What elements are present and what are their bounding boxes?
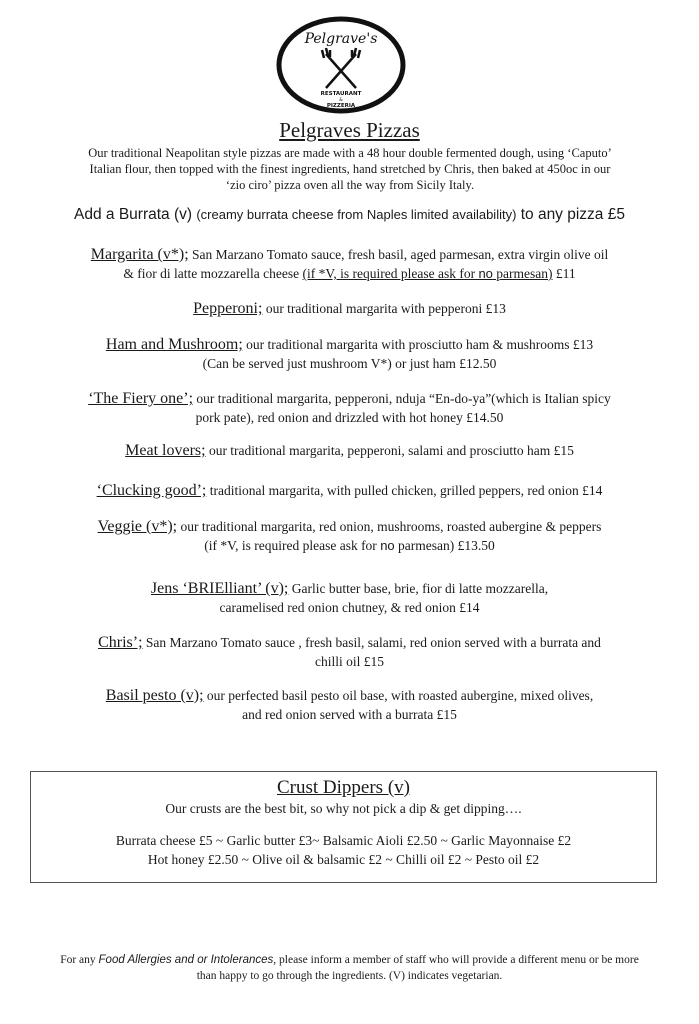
footer-post: , please inform a member of staff who will provide a different menu or be more than happy to go through the ingredients. (V) indicates vegetarian.: [196, 954, 639, 982]
pizza-name: Chris’;: [98, 634, 143, 651]
pizza-name: Basil pesto (v);: [105, 687, 204, 704]
burrata-lead: Add a Burrata (v): [74, 206, 197, 223]
pizza-desc: our perfected basil pesto oil base, with roasted aubergine, mixed olives,: [203, 688, 594, 703]
pizza-desc: traditional margarita, with pulled chicken, grilled peppers, red onion £14: [206, 483, 603, 498]
dippers-title: Crust Dippers (v): [277, 777, 410, 798]
pizza-jens-brielliant: [60, 579, 639, 617]
logo-script: Pelgrave's: [304, 31, 378, 47]
pizza-note-no: no: [380, 538, 395, 553]
logo-amp: &: [339, 98, 343, 103]
pizza-name: Jens ‘BRIElliant’ (v);: [150, 580, 289, 597]
allergy-footer: [60, 952, 639, 984]
pizza-chris: [60, 633, 639, 671]
pizza-clucking-good: [60, 481, 639, 500]
pizza-desc-2b: parmesan) £13.50: [394, 538, 495, 553]
pizza-desc-2a: (if *V, is required please ask for: [204, 538, 381, 553]
footer-emphasis: Food Allergies and or Intolerances: [98, 954, 274, 966]
pizza-name: Margarita (v*);: [90, 246, 189, 263]
dippers-line-1: Burrata cheese £5 ~ Garlic butter £3~ Balsamic Aioli £2.50 ~ Garlic Mayonnaise £2: [115, 833, 572, 848]
pizza-desc-2: caramelised red onion chutney, & red onion £14: [219, 600, 480, 615]
pizza-fiery-one: [60, 389, 639, 427]
pizza-ham-mushroom: [60, 335, 639, 373]
pizza-desc: our traditional margarita with prosciutto ham & mushrooms £13: [242, 337, 594, 352]
pizza-pepperoni: [60, 299, 639, 318]
pizza-veggie: [60, 517, 639, 555]
logo-pizzeria: PIZZERIA: [326, 103, 356, 109]
logo-graphic: [276, 16, 406, 114]
burrata-detail: (creamy burrata cheese from Naples limited availability): [196, 207, 517, 222]
page-title: Pelgraves Pizzas: [279, 118, 420, 142]
logo-restaurant: RESTAURANT: [320, 91, 362, 97]
pizza-desc-2: pork pate), red onion and drizzled with hot honey £14.50: [195, 410, 504, 425]
pizza-note-no: no: [478, 266, 493, 281]
dippers-line-2: Hot honey £2.50 ~ Olive oil & balsamic £2 ~ Chilli oil £2 ~ Pesto oil £2: [147, 852, 540, 867]
pizza-name: ‘Clucking good’;: [96, 482, 207, 499]
pizza-name: Meat lovers;: [125, 442, 206, 459]
pizza-note-b: parmesan): [492, 266, 553, 281]
pizza-name: Veggie (v*);: [97, 518, 178, 535]
dippers-subtitle: Our crusts are the best bit, so why not pick a dip & get dipping….: [165, 801, 522, 816]
pizza-basil-pesto: [60, 686, 639, 724]
burrata-addon: [0, 206, 699, 224]
pizza-note-a: (if *V, is required please ask for: [302, 266, 479, 281]
pizza-desc-2: and red onion served with a burrata £15: [242, 707, 457, 722]
pizza-name: Pepperoni;: [193, 300, 263, 317]
pizza-desc-2: & fior di latte mozzarella cheese: [123, 266, 303, 281]
pizza-desc: our traditional margarita, pepperoni, salami and prosciutto ham £15: [205, 443, 574, 458]
restaurant-logo: [276, 16, 406, 114]
pizza-name: Ham and Mushroom;: [105, 336, 243, 353]
pizza-desc: our traditional margarita, pepperoni, nduja “En-do-ya”(which is Italian spicy: [193, 391, 611, 406]
pizza-desc: San Marzano Tomato sauce, fresh basil, aged parmesan, extra virgin olive oil: [188, 247, 609, 262]
pizza-price: £11: [552, 266, 576, 281]
pizza-desc: Garlic butter base, brie, fior di latte mozzarella,: [288, 581, 549, 596]
pizza-desc: our traditional margarita, red onion, mushrooms, roasted aubergine & peppers: [177, 519, 602, 534]
footer-pre: For any: [60, 954, 99, 966]
pizza-desc-2: (Can be served just mushroom V*) or just ham £12.50: [202, 356, 497, 371]
pizza-margarita: [60, 245, 639, 283]
pizza-note: [303, 266, 553, 281]
pizza-desc-2: chilli oil £15: [315, 654, 384, 669]
dippers-list: [31, 831, 656, 869]
pizza-desc: San Marzano Tomato sauce , fresh basil, salami, red onion served with a burrata and: [142, 635, 601, 650]
burrata-tail: to any pizza £5: [516, 206, 625, 223]
pizza-desc: our traditional margarita with pepperoni £13: [262, 301, 506, 316]
pizza-meat-lovers: [60, 441, 639, 460]
pizza-name: ‘The Fiery one’;: [88, 390, 194, 407]
crust-dippers-box: [30, 771, 657, 883]
intro-text: Our traditional Neapolitan style pizzas are made with a 48 hour double fermented dough, using ‘Caputo’ Italian flour, then topped with the finest ingredients, hand stretched by Chris, then baked at 450oc in our ‘zio ciro’ pizza oven all the way from Sicily Italy.: [88, 146, 612, 192]
